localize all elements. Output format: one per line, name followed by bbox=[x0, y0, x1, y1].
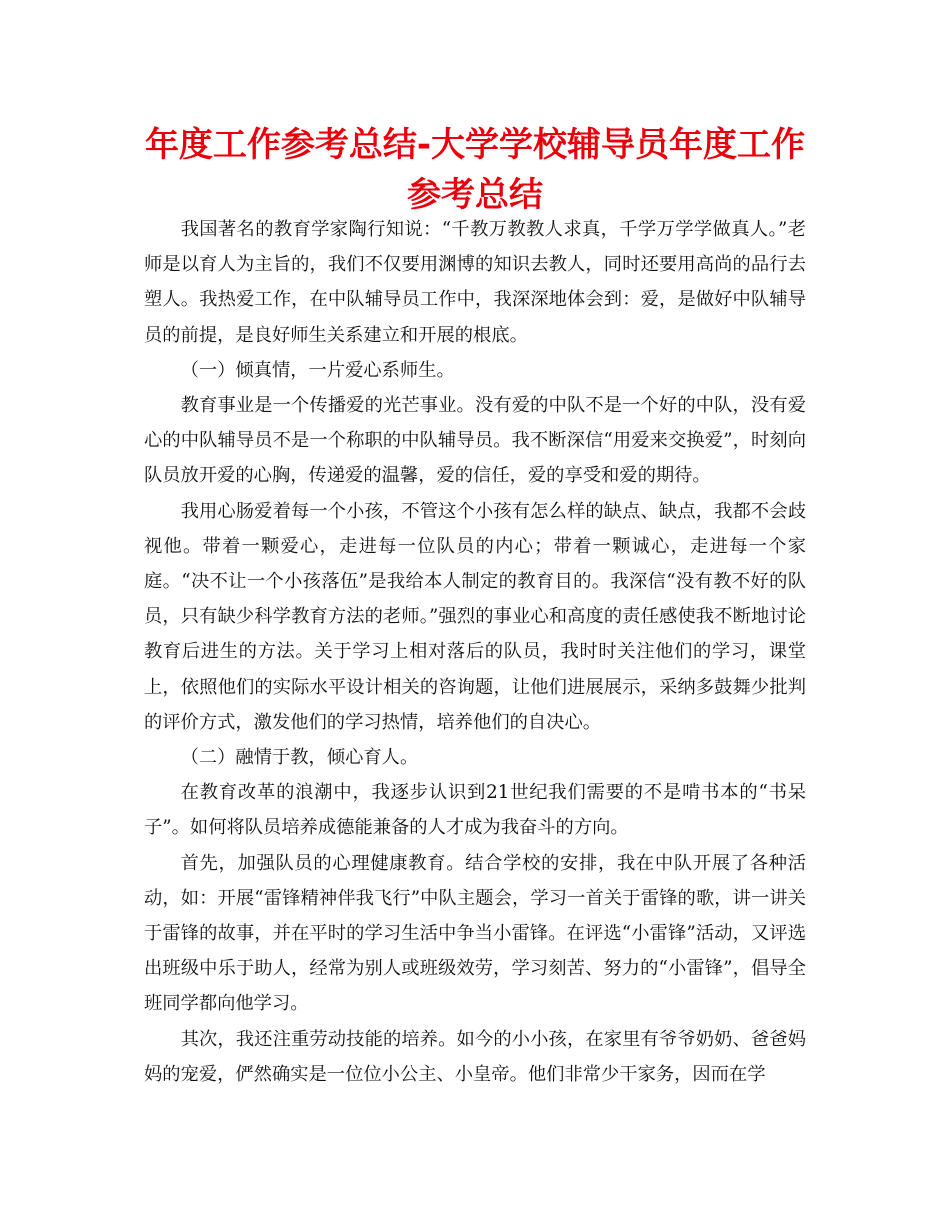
paragraph: 教育事业是一个传播爱的光芒事业。没有爱的中队不是一个好的中队，没有爱心的中队辅导员不是一个称职的中队辅导员。我不断深信“用爱来交换爱”，时刻向队员放开爱的心胸，传递爱的温馨，爱的信任，爱的享受和爱的期待。 bbox=[144, 395, 806, 487]
paragraph: 我用心肠爱着每一个小孩，不管这个小孩有怎么样的缺点、缺点，我都不会歧视他。带着一颗爱心，走进每一位队员的内心；带着一颗诚心，走进每一个家庭。“决不让一个小孩落伍”是我给本人制定的教育目的。我深信“没有教不好的队员，只有缺少科学教育方法的老师。”强烈的事业心和高度的责任感使我不断地讨论教育后进生的方法。关于学习上相对落后的队员，我时时关注他们的学习，课堂上，依照他们的实际水平设计相关的咨询题，让他们进展展示，采纳多鼓舞少批判的评价方式，激发他们的学习热情，培养他们的自决心。 bbox=[144, 500, 806, 733]
paragraph: 其次，我还注重劳动技能的培养。如今的小小孩，在家里有爷爷奶奶、爸爸妈妈的宠爱，俨然确实是一位位小公主、小皇帝。他们非常少干家务，因而在学 bbox=[144, 1028, 806, 1085]
document-body bbox=[144, 212, 806, 1092]
paragraph: 在教育改革的浪潮中，我逐步认识到21世纪我们需要的不是啃书本的“书呆子”。如何将队员培养成德能兼备的人才成为我奋斗的方向。 bbox=[144, 782, 806, 839]
document-title: 年度工作参考总结-大学学校辅导员年度工作参考总结 bbox=[144, 125, 806, 215]
paragraph: 我国著名的教育学家陶行知说：“千教万教教人求真，千学万学学做真人。”老师是以育人为主旨的，我们不仅要用渊博的知识去教人，同时还要用高尚的品行去塑人。我热爱工作，在中队辅导员工作中，我深深地体会到：爱，是做好中队辅导员的前提，是良好师生关系建立和开展的根底。 bbox=[144, 219, 806, 346]
section-heading: （二）融情于教，倾心育人。 bbox=[180, 747, 419, 769]
paragraph: 首先，加强队员的心理健康教育。结合学校的安排，我在中队开展了各种活动，如：开展“雷锋精神伴我飞行”中队主题会，学习一首关于雷锋的歌，讲一讲关于雷锋的故事，并在平时的学习生活中争当小雷锋。在评选“小雷锋”活动，又评选出班级中乐于助人，经常为别人或班级效劳，学习刻苦、努力的“小雷锋”，倡导全班同学都向他学习。 bbox=[144, 852, 806, 1015]
section-heading: （一）倾真情，一片爱心系师生。 bbox=[180, 359, 455, 381]
